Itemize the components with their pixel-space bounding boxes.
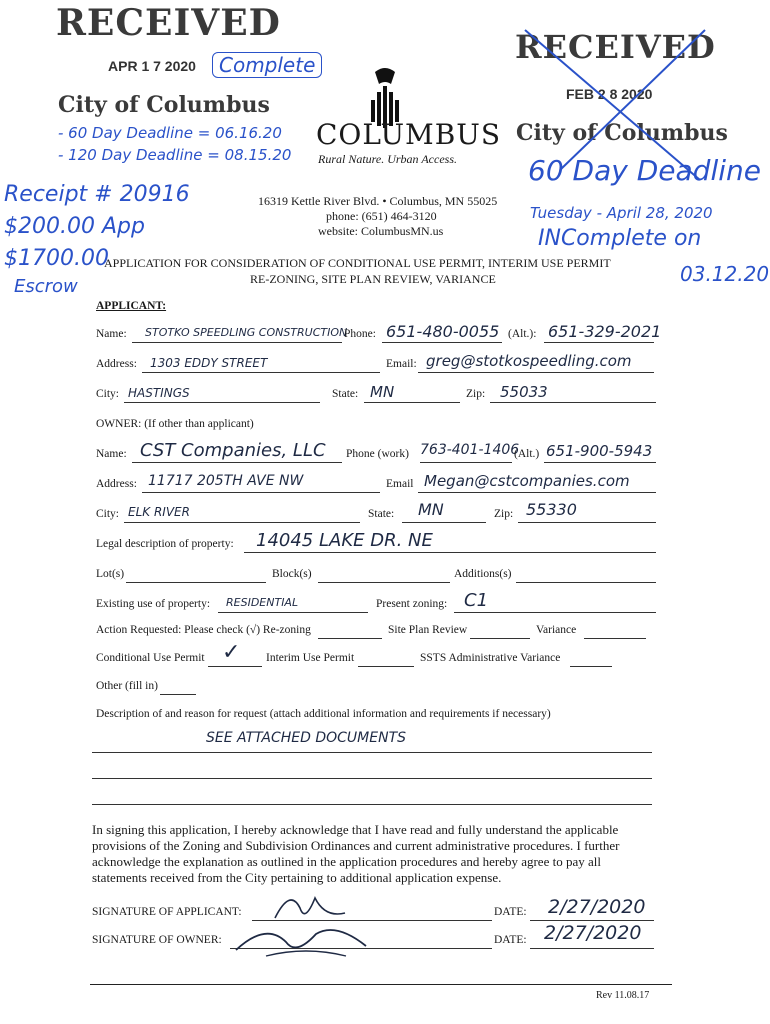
ssts-checkbox-line[interactable] [570,666,612,667]
description-line-3 [92,804,652,805]
owner-zip-value[interactable]: 55330 [526,500,577,519]
cup-checkbox-line[interactable] [208,666,262,667]
iup-label: Interim Use Permit [266,652,355,664]
owner-city-value[interactable]: ELK RIVER [128,505,190,519]
owner-section-heading: OWNER: (If other than applicant) [96,418,254,430]
footer-rule [90,984,672,985]
owner-email-label: Email [386,478,414,490]
present-zoning-line [454,612,656,613]
revision-number: Rev 11.08.17 [596,990,650,1001]
applicant-date-line [530,920,654,921]
applicant-email-line [418,372,654,373]
header-phone: phone: (651) 464-3120 [326,209,437,223]
owner-name-label: Name: [96,448,127,460]
acknowledgement-line4: statements received from the City pertaining to additional application expense. [92,870,502,885]
applicant-email-label: Email: [386,358,417,370]
applicant-zip-line [490,402,656,403]
received-stamp-left-city: City of Columbus [58,92,270,118]
owner-date-label: DATE: [494,934,527,946]
legal-description-line [244,552,656,553]
incomplete-date-note: 03.12.20 [680,262,770,286]
applicant-address-line [142,372,380,373]
acknowledgement-line2: provisions of the Zoning and Subdivision Ordinances and current administrative procedures. I further [92,838,620,853]
applicant-state-line [364,402,460,403]
iup-checkbox-line[interactable] [358,666,414,667]
owner-address-value[interactable]: 11717 205TH AVE NW [148,473,304,489]
existing-use-line [218,612,368,613]
applicant-alt-label: (Alt.): [508,328,537,340]
applicant-phone-line [382,342,502,343]
fee-app-note: $200.00 App [4,214,145,239]
owner-state-value[interactable]: MN [418,500,444,519]
received-stamp-right-date: FEB 2 8 2020 [566,86,653,102]
lot-line [126,582,266,583]
owner-state-label: State: [368,508,395,520]
header-address: 16319 Kettle River Blvd. • Columbus, MN 55025 [258,194,498,208]
block-label: Block(s) [272,568,312,580]
owner-zip-label: Zip: [494,508,514,520]
owner-alt-label: (Alt.) [514,448,540,460]
owner-alt-line [544,462,656,463]
applicant-city-value[interactable]: HASTINGS [128,386,190,400]
legal-description-label: Legal description of property: [96,538,234,550]
description-label: Description of and reason for request (attach additional information and requirements if necessary) [96,708,551,720]
escrow-initials-note: Escrow [14,276,78,297]
incomplete-note: INComplete on [538,226,702,251]
received-stamp-right-city: City of Columbus [516,120,728,146]
owner-signature-label: SIGNATURE OF OWNER: [92,934,222,946]
legal-description-value[interactable]: 14045 LAKE DR. NE [256,530,433,551]
owner-address-line [142,492,380,493]
site-plan-label: Site Plan Review [388,624,468,636]
block-line [318,582,450,583]
header-website: website: ColumbusMN.us [318,224,444,238]
logo-tagline: Rural Nature. Urban Access. [318,152,457,166]
cup-check-mark[interactable]: ✓ [222,640,241,665]
deadline-60-right-note: 60 Day Deadline [528,154,761,187]
acknowledgement-line3: acknowledge the explanation as outlined in the application procedures and hereby agree to pay all [92,854,601,869]
other-line[interactable] [160,694,196,695]
owner-alt-value[interactable]: 651-900-5943 [546,442,653,460]
applicant-phone-value[interactable]: 651-480-0055 [386,322,500,341]
acknowledgement-line1: In signing this application, I hereby acknowledge that I have read and fully understand the applicable [92,822,619,837]
applicant-state-label: State: [332,388,359,400]
owner-date-value[interactable]: 2/27/2020 [544,922,642,944]
applicant-email-value[interactable]: greg@stotkospeedling.com [426,352,632,370]
applicant-address-label: Address: [96,358,137,370]
logo-name: COLUMBUS [316,118,502,151]
owner-email-value[interactable]: Megan@cstcompanies.com [424,472,630,490]
applicant-city-label: City: [96,388,120,400]
applicant-name-value[interactable]: STOTKO SPEEDLING CONSTRUCTION [145,326,348,339]
applicant-name-line [132,342,342,343]
applicant-address-value[interactable]: 1303 EDDY STREET [150,356,268,370]
form-title-line2: RE-ZONING, SITE PLAN REVIEW, VARIANCE [250,272,496,286]
received-stamp-right: RECEIVED [515,28,716,66]
applicant-state-value[interactable]: MN [370,383,395,401]
applicant-section-heading: APPLICANT: [96,300,167,312]
site-plan-checkbox-line[interactable] [470,638,530,639]
additions-line [516,582,656,583]
description-line-1 [92,752,652,753]
present-zoning-label: Present zoning: [376,598,448,610]
owner-date-line [530,948,654,949]
owner-state-line [402,522,486,523]
owner-zip-line [518,522,656,523]
cup-label: Conditional Use Permit [96,652,205,664]
applicant-zip-label: Zip: [466,388,486,400]
received-stamp-left: RECEIVED [56,2,281,44]
applicant-date-value[interactable]: 2/27/2020 [548,896,646,918]
owner-city-label: City: [96,508,120,520]
action-requested-label: Action Requested: Please check (√) Re-zoning [96,624,311,636]
existing-use-label: Existing use of property: [96,598,211,610]
owner-city-line [124,522,360,523]
form-title-line1: APPLICATION FOR CONSIDERATION OF CONDITIONAL USE PERMIT, INTERIM USE PERMIT [104,256,611,270]
fee-escrow-note: $1700.00 [4,246,109,271]
complete-note: Complete [212,52,322,78]
lot-label: Lot(s) [96,568,125,580]
present-zoning-value[interactable]: C1 [464,590,489,611]
variance-checkbox-line[interactable] [584,638,646,639]
applicant-name-label: Name: [96,328,127,340]
applicant-phone-label: Phone: [344,328,376,340]
owner-name-value[interactable]: CST Companies, LLC [140,440,326,461]
received-stamp-left-date: APR 1 7 2020 [108,58,196,74]
applicant-signature-label: SIGNATURE OF APPLICANT: [92,906,242,918]
owner-address-label: Address: [96,478,137,490]
applicant-city-line [124,402,320,403]
existing-use-value[interactable]: RESIDENTIAL [226,596,299,609]
applicant-alt-line [544,342,654,343]
description-value[interactable]: SEE ATTACHED DOCUMENTS [206,730,407,746]
variance-label: Variance [536,624,577,636]
owner-name-line [132,462,342,463]
ssts-label: SSTS Administrative Variance [420,652,561,664]
receipt-note: Receipt # 20916 [4,182,190,207]
applicant-date-label: DATE: [494,906,527,918]
other-label: Other (fill in) [96,680,158,692]
deadline-date-right-note: Tuesday - April 28, 2020 [530,204,713,222]
owner-phone-value[interactable]: 763-401-1406 [420,442,520,458]
description-line-2 [92,778,652,779]
owner-signature-image [226,916,376,964]
deadline-60-note: - 60 Day Deadline = 06.16.20 [58,124,282,142]
owner-phone-line [420,462,512,463]
applicant-alt-value[interactable]: 651-329-2021 [548,322,662,341]
deadline-120-note: - 120 Day Deadline = 08.15.20 [58,146,292,164]
rezoning-checkbox-line[interactable] [318,638,382,639]
additions-label: Additions(s) [454,568,512,580]
owner-phone-label: Phone (work) [346,448,409,460]
owner-email-line [418,492,656,493]
applicant-zip-value[interactable]: 55033 [500,383,548,401]
